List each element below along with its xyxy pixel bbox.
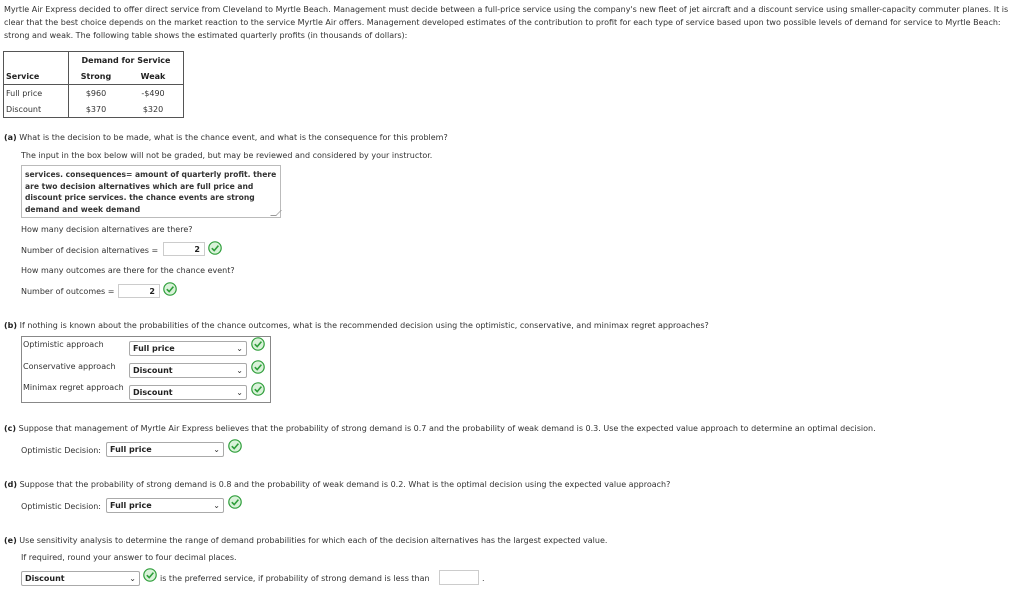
resize-handle-icon[interactable] [270,210,282,216]
check-icon [228,495,242,509]
part-c-decision-select[interactable]: Full price ⌄ [106,442,224,457]
chevron-down-icon: ⌄ [213,445,220,454]
table-caption: Demand for Service [81,55,171,65]
col-header-service: Service [4,68,69,85]
conservative-label: Conservative approach [23,362,116,371]
chevron-down-icon: ⌄ [236,344,243,353]
part-d-decision-select[interactable]: Full price ⌄ [106,498,224,513]
chevron-down-icon: ⌄ [129,574,136,583]
part-b-question: (b) If nothing is known about the probabilities of the chance outcomes, what is the recommended decision using the optimistic, conservative, and minimax regret approaches? [4,321,709,330]
check-icon [251,337,265,351]
optimistic-label: Optimistic approach [23,340,104,349]
optimistic-select[interactable]: Full price ⌄ [129,341,247,356]
q-outcomes: How many outcomes are there for the chance event? [21,266,235,275]
part-a-note: The input in the box below will not be graded, but may be reviewed and considered by your instructor. [21,151,433,160]
check-icon [228,439,242,453]
col-header-strong: Strong [69,68,124,85]
table-row: Discount $370 $320 [4,101,184,118]
part-a-answer-textarea[interactable]: services. consequences= amount of quarterly profit. there are two decision alternatives which are full price and discount price services. the chance events are strong demand and week demand [21,165,281,218]
chevron-down-icon: ⌄ [236,388,243,397]
part-d-question: (d) Suppose that the probability of strong demand is 0.8 and the probability of weak demand is 0.2. What is the optimal decision using the expected value approach? [4,480,671,489]
part-d-decision-label: Optimistic Decision: [21,502,101,511]
part-e-service-select[interactable]: Discount ⌄ [21,571,140,586]
check-icon [251,382,265,396]
minimax-select[interactable]: Discount ⌄ [129,385,247,400]
part-e-question: (e) Use sensitivity analysis to determine the range of demand probabilities for which each of the decision alternatives has the largest expected value. [4,536,608,545]
chevron-down-icon: ⌄ [236,366,243,375]
check-icon [163,282,177,296]
part-c-question: (c) Suppose that management of Myrtle Air Express believes that the probability of strong demand is 0.7 and the probability of weak demand is 0.3. Use the expected value approach to determine an optimal decision. [4,424,876,433]
q-alternatives: How many decision alternatives are there? [21,225,193,234]
check-icon [208,241,222,255]
check-icon [143,568,157,582]
part-e-note: If required, round your answer to four decimal places. [21,553,237,562]
col-header-weak: Weak [123,68,184,85]
minimax-label: Minimax regret approach [23,383,124,392]
chevron-down-icon: ⌄ [213,501,220,510]
part-c-decision-label: Optimistic Decision: [21,446,101,455]
probability-input[interactable] [439,570,479,585]
part-e-sentence: is the preferred service, if probability of strong demand is less than [160,574,430,583]
problem-intro: Myrtle Air Express decided to offer direct service from Cleveland to Myrtle Beach. Management must decide between a full-price service using the company's new fleet of jet aircraft and a discount service using smaller-capacity commuter planes. It is clear that the best choice depends on the market reaction to the service Myrtle Air offers. Management developed estimates of the contribution to profit for each type of service based upon two possible levels of demand for service to Myrtle Beach: strong and weak. The following table shows the estimated quarterly profits (in thousands of dollars): [4,5,1009,40]
alternatives-label: Number of decision alternatives = [21,246,159,255]
alternatives-input[interactable]: 2 [163,242,205,256]
outcomes-input[interactable]: 2 [118,284,160,298]
table-row: Full price $960 -$490 [4,85,184,102]
conservative-select[interactable]: Discount ⌄ [129,363,247,378]
part-a-question: (a) What is the decision to be made, what is the chance event, and what is the consequence for this problem? [4,133,448,142]
period: . [482,574,485,583]
profit-table [3,51,184,118]
outcomes-label: Number of outcomes = [21,287,115,296]
check-icon [251,360,265,374]
